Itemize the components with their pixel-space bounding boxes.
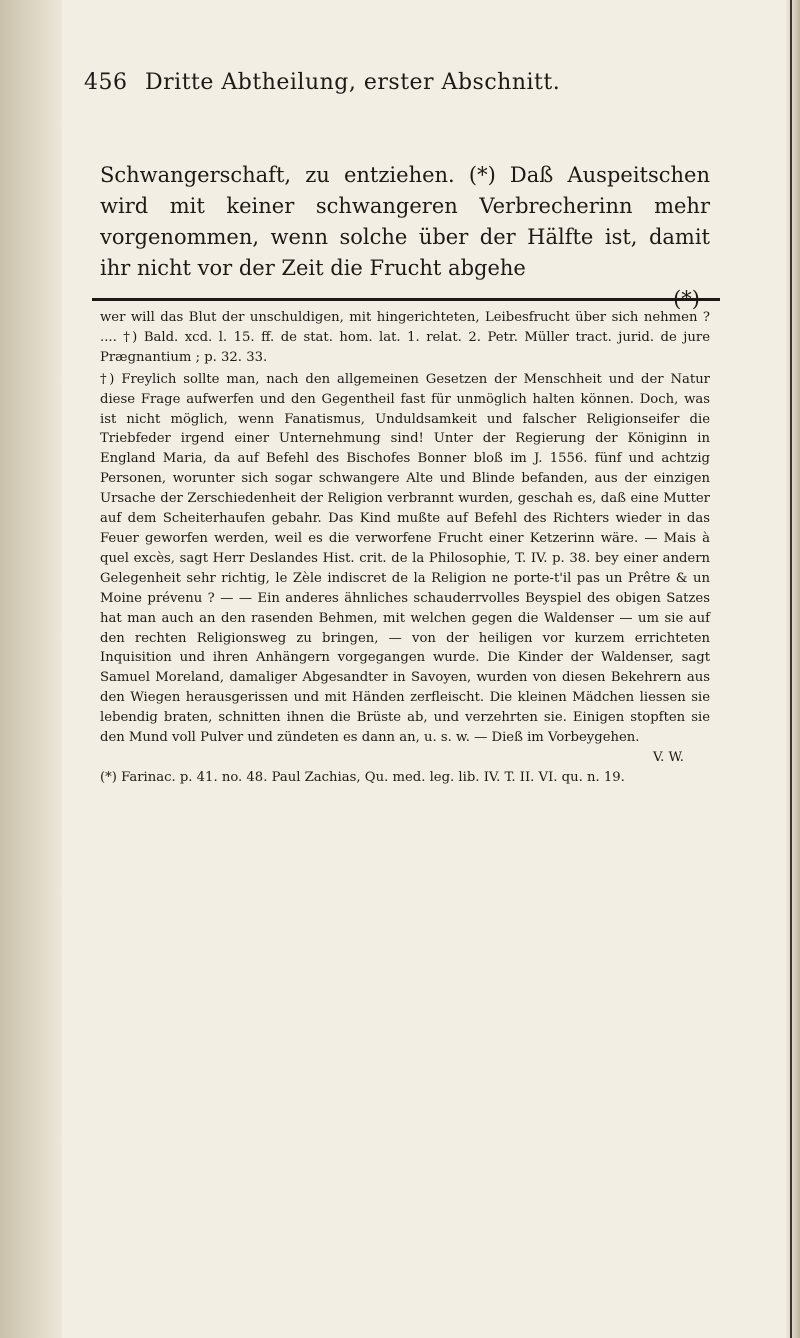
footnote-asterisk: (*) Farinac. p. 41. no. 48. Paul Zachias, Qu. med. leg. lib. IV. T. II. VI. qu. n. 19. — [100, 769, 625, 785]
page-gutter-shadow — [0, 0, 62, 1338]
page-number: 456 — [84, 70, 128, 95]
page-right-edge — [786, 0, 800, 1338]
footnotes-block — [100, 308, 710, 788]
footnote-dagger-text: †) Freylich sollte man, nach den allgemeinen Gesetzen der Menschheit und der Natur diese Frage aufwerfen und den Gegentheil fast für unmöglich halten können. Doch, was ist nicht möglich, wenn Fanatismus, Unduldsamkeit und falscher Religionseifer die Triebfeder irgend einer Unternehmung sind! Unter der Regierung der Königinn in England Maria, da auf Befehl des Bischofes Bonner bloß im J. 1556. fünf und achtzig Personen, worunter sich sogar schwangere Alte und Blinde befanden, aus der einzigen Ursache der Zerschiedenheit der Religion verbrannt wurden, geschah es, daß eine Mutter auf dem Scheiterhaufen gebahr. Das Kind mußte auf Befehl des Richters wieder in das Feuer geworfen werden, weil es die verworfene Frucht einer Ketzerinn wäre. — Mais à quel excès, sagt Herr Deslandes Hist. crit. de la Philosophie, T. IV. p. 38. bey einer andern Gelegenheit sehr richtig, le Zèle indiscret de la Religion ne porte-t'il pas un Prêtre & un Moine prévenu ? — — Ein anderes ähnliches schauderrvolles Beyspiel des obigen Satzes hat man auch an den rasenden Behmen, mit welchen gegen die Waldenser — um sie auf den rechten Religionsweg zu bringen, — von der heiligen vor kurzem errichteten Inquisition und ihren Anhängern vorgegangen wurde. Die Kinder der Waldenser, sagt Samuel Moreland, damaliger Abgesandter in Savoyen, wurden von diesen Bekehrern aus den Wiegen herausgerissen und mit Händen zerfleischt. Die kleinen Mädchen liessen sie lebendig braten, schnitten ihnen die Brüste ab, und verzehrten sie. Einigen stopften sie den Mund voll Pulver und zündeten es dann an, u. s. w. — Dieß im Vorbeygehen. — [100, 371, 710, 746]
main-paragraph: Schwangerschaft, zu entziehen. (*) Daß Auspeitschen wird mit keiner schwangeren Verbrecherinn mehr vorgenommen, wenn solche über der Hälfte ist, damit ihr nicht vor der Zeit die Frucht abgehe — [100, 163, 710, 280]
main-text-block — [100, 160, 710, 315]
running-title: Dritte Abtheilung, erster Abschnitt. — [145, 70, 561, 95]
footnote-signature: V. W. — [652, 749, 684, 765]
footnote-marker: (*) — [673, 287, 700, 311]
footnote-continued: wer will das Blut der unschuldigen, mit hingerichteten, Leibesfrucht über sich nehmen ? .... †) Bald. xcd. l. 15. ff. de stat. hom. lat. 1. relat. 2. Petr. Müller tract. jurid. de jure Prægnantium ; p. 32. 33. — [100, 310, 710, 365]
running-header — [84, 70, 724, 95]
footnote-separator — [92, 298, 720, 301]
footnote-dagger — [100, 370, 710, 768]
